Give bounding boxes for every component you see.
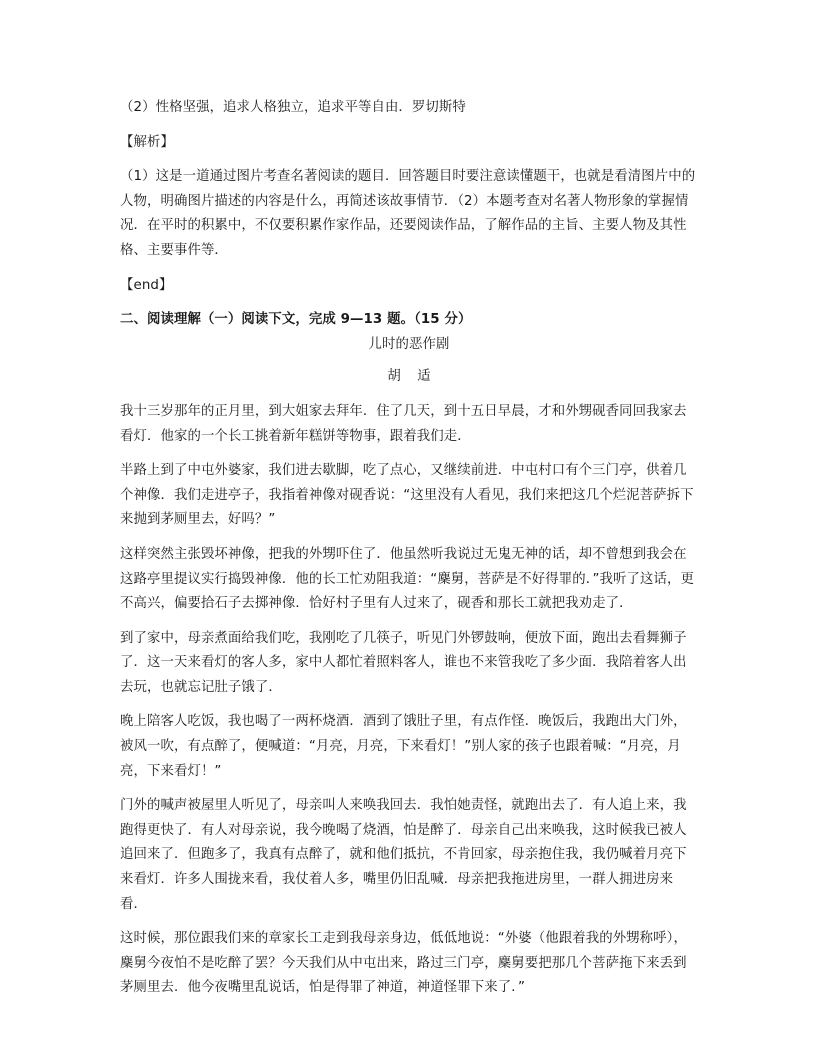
article-paragraph-6: 门外的喊声被屋里人听见了，母亲叫人来唤我回去．我怕她责怪，就跑出去了．有人追上来，我跑得更快了．有人对母亲说，我今晚喝了烧酒，怕是醉了．母亲自己出来唤我，这时候我已被人追回来了．但跑多了，我真有点醉了，就和他们抵抗，不肯回家，母亲抱住我，我仍喊着月亮下来看灯．许多人围拢来看，我仗着人多，嘴里仍旧乱喊．母亲把我拖进房里，一群人拥进房来看． xyxy=(120,798,687,912)
article-paragraph-1: 我十三岁那年的正月里，到大姐家去拜年．住了几天，到十五日早晨，才和外甥砚香同回我家去看灯．他家的一个长工挑着新年糕饼等物事，跟着我们走． xyxy=(120,403,687,444)
article-author: 胡 适 xyxy=(387,369,431,385)
article-title: 儿时的恶作剧 xyxy=(368,336,450,352)
analysis-text: （1）这是一道通过图片考查名著阅读的题目．回答题目时要注意读懂题干，也就是看清图片中的人物，明确图片描述的内容是什么，再简述该故事情节．（2）本题考查对名著人物形象的掌握情况．在平时的积累中，不仅要积累作家作品，还要阅读作品，了解作品的主旨、主要人物及其性格、主要事件等． xyxy=(120,169,696,258)
article-paragraph-7: 这时候，那位跟我们来的章家长工走到我母亲身边，低低地说：“外婆（他跟着我的外甥称呼），麇舅今夜怕不是吃醉了罢？今天我们从中屯出来，路过三门亭，麇舅要把那几个菩萨拖下来丢到茅厕里去．他今夜嘴里乱说话，怕是得罪了神道，神道怪罪下来了．” xyxy=(120,931,687,996)
article-paragraph-3: 这样突然主张毁坏神像，把我的外甥吓住了．他虽然听我说过无鬼无神的话，却不曾想到我会在这路亭里提议实行捣毁神像．他的长工忙劝阻我道：“麇舅，菩萨是不好得罪的．”我听了这话，更不高兴，偏要拾石子去掷神像．恰好村子里有人过来了，砚香和那长工就把我劝走了． xyxy=(120,546,694,612)
document-page xyxy=(120,96,698,1001)
analysis-heading: 【解析】 xyxy=(120,134,174,150)
article-paragraph-5: 晚上陪客人吃饭，我也喝了一两杯烧酒．酒到了饿肚子里，有点作怪．晚饭后，我跑出大门外，被风一吹，有点醉了，便喊道：“月亮，月亮，下来看灯！”别人家的孩子也跟着喊：“月亮，月亮，下来看灯！” xyxy=(120,714,687,779)
article-paragraph-2: 半路上到了中屯外婆家，我们进去歇脚，吃了点心，又继续前进．中屯村口有个三门亭，供着几个神像．我们走进亭子，我指着神像对砚香说：“这里没有人看见，我们来把这几个烂泥菩萨拆下来抛到茅厕里去，好吗？” xyxy=(120,463,694,528)
article-paragraph-4: 到了家中，母亲煮面给我们吃，我刚吃了几筷子，听见门外锣鼓响，便放下面，跑出去看舞狮子了．这一天来看灯的客人多，家中人都忙着照料客人，谁也不来管我吃了多少面．我陪着客人出去玩，也就忘记肚子饿了． xyxy=(120,630,687,695)
answer-line: （2）性格坚强，追求人格独立，追求平等自由．罗切斯特 xyxy=(120,100,466,115)
section-heading: 二、阅读理解（一）阅读下文，完成 9—13 题。（15 分） xyxy=(120,312,472,328)
end-tag: 【end】 xyxy=(120,277,173,293)
